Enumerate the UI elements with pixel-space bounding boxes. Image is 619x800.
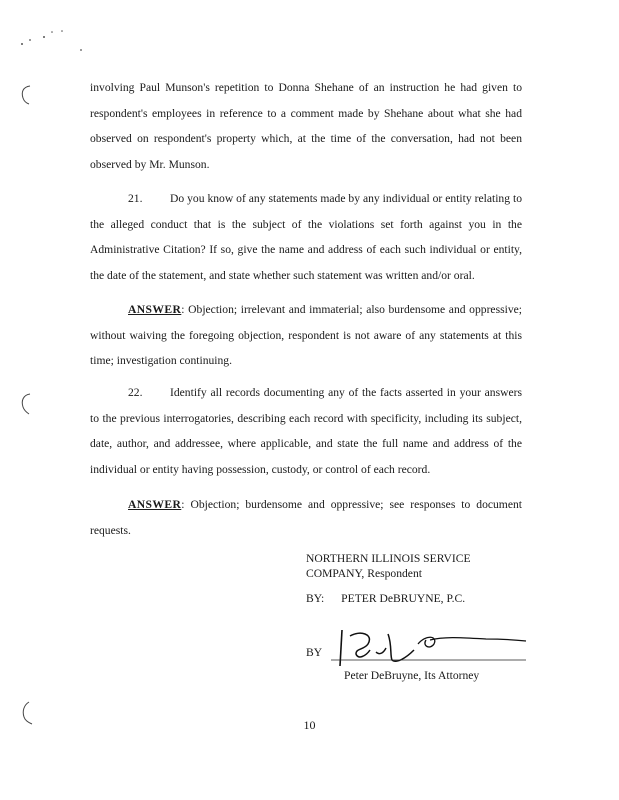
interrogatory-22-text: Identify all records documenting any of the facts asserted in your answers to the previous interrogatories, describing each record with specificity, including its subject, date, author, and addressee, where applicable, and state the full name and address of the individual or entity having possession, custody, or control of each record. (90, 386, 522, 476)
scan-speck-top-left (18, 28, 88, 56)
paragraph-intro-continuation: involving Paul Munson's repetition to Donna Shehane of an instruction he had given to respondent's employees in reference to a comment made by Shehane about what she had observed on respondent's property which, at the time of the conversation, had not been observed by Mr. Munson. (90, 81, 522, 171)
interrogatory-22 (90, 380, 522, 482)
by-signature-line (306, 646, 322, 659)
answer-21 (90, 297, 522, 374)
by-label-signature: BY (306, 646, 323, 659)
interrogatory-21 (90, 186, 522, 288)
law-firm-name: PETER DeBRUYNE, P.C. (341, 592, 466, 605)
binder-hole-mark-middle (18, 392, 34, 416)
answer-21-text: : Objection; irrelevant and immaterial; also burdensome and oppressive; without waiving the foregoing objection, respondent is not aware of any statements at this time; investigation continuing. (90, 303, 522, 368)
answer-22 (90, 492, 522, 543)
interrogatory-21-number: 21. (128, 192, 143, 205)
by-firm-line (306, 592, 465, 605)
interrogatory-22-number: 22. (128, 386, 143, 399)
page-number: 10 (303, 718, 316, 732)
company-name-line2: COMPANY, Respondent (306, 567, 422, 580)
company-name-line1: NORTHERN ILLINOIS SERVICE (306, 552, 471, 565)
attorney-line: Peter DeBruyne, Its Attorney (344, 669, 480, 682)
by-label: BY: (306, 592, 325, 605)
interrogatory-21-text: Do you know of any statements made by any individual or entity relating to the alleged conduct that is the subject of the violations set forth against you in the Administrative Citation? If so, give the name and address of each such individual or entity, the date of the statement, and state whether such statement was written and/or oral. (90, 192, 522, 282)
handwritten-signature (326, 622, 536, 672)
answer-22-text: : Objection; burdensome and oppressive; see responses to document requests. (90, 498, 522, 537)
signature-block (306, 551, 471, 581)
binder-hole-mark-top (18, 84, 34, 106)
answer-21-label: ANSWER (128, 303, 182, 316)
answer-22-label: ANSWER (128, 498, 182, 511)
